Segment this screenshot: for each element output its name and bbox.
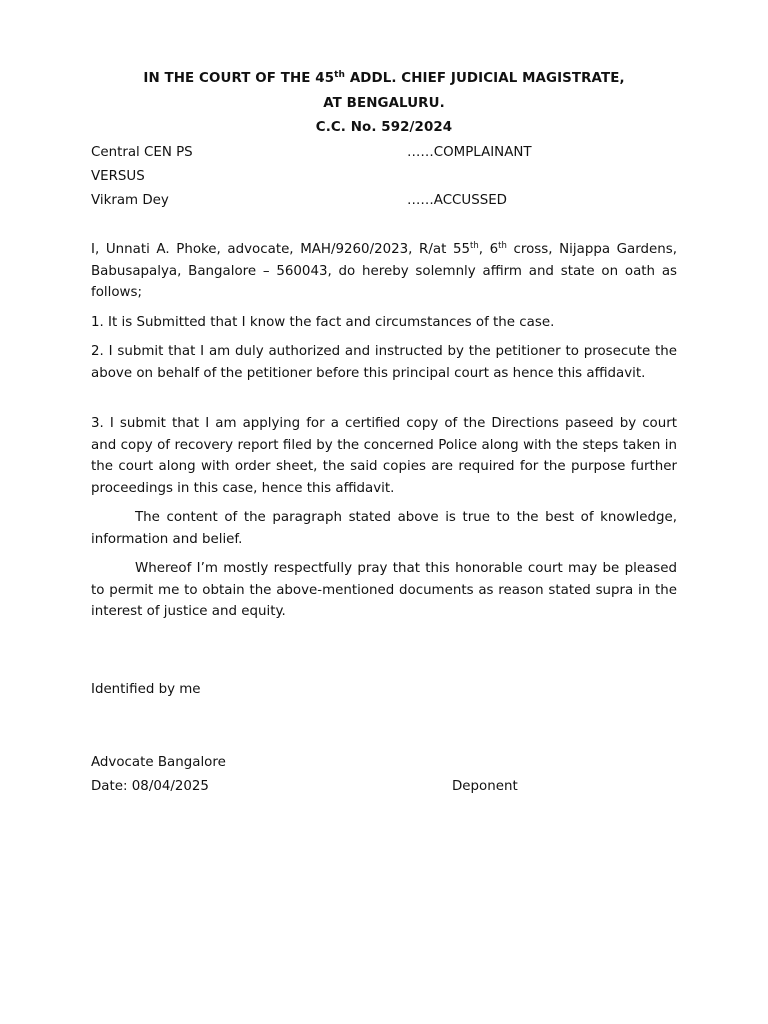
intro-text-3: cross, Nijappa Gardens, Babusapalya, Bangalore – 560043, do hereby solemnly affirm and state on oath as follows;: [91, 242, 677, 301]
intro-sup-1: th: [470, 241, 479, 251]
identified-label: Identified by me: [91, 682, 201, 697]
intro-text-2: , 6: [478, 242, 499, 257]
accused-name: Vikram Dey: [91, 193, 169, 208]
paragraph-2: 2. I submit that I am duly authorized and instructed by the petitioner to prosecute the above on behalf of the petitioner before this principal court as hence this affidavit.: [91, 344, 677, 381]
versus-label: VERSUS: [91, 169, 145, 184]
court-title-post: ADDL. CHIEF JUDICIAL MAGISTRATE,: [345, 71, 625, 86]
complainant-role: ……COMPLAINANT: [407, 145, 532, 160]
court-title-sup: th: [334, 70, 346, 80]
intro-paragraph: [91, 239, 677, 304]
paragraph-3: 3. I submit that I am applying for a certified copy of the Directions paseed by court and copy of recovery report filed by the concerned Police along with the steps taken in the court along with order sheet, the said copies are required for the purpose further proceedings in this case, hence this affidavit.: [91, 416, 677, 497]
court-title: [0, 71, 768, 86]
court-title-pre: IN THE COURT OF THE 45: [143, 71, 335, 86]
paragraph-1: 1. It is Submitted that I know the fact and circumstances of the case.: [91, 315, 555, 330]
advocate-label: Advocate Bangalore: [91, 755, 226, 770]
paragraph-5: Whereof I’m mostly respectfully pray that this honorable court may be pleased to permit me to obtain the above-mentioned documents as reason stated supra in the interest of justice and equity.: [91, 561, 677, 620]
intro-sup-2: th: [498, 241, 507, 251]
paragraph-4: The content of the paragraph stated above is true to the best of knowledge, information and belief.: [91, 510, 677, 547]
date-label: Date: 08/04/2025: [91, 779, 209, 794]
intro-text-1: I, Unnati A. Phoke, advocate, MAH/9260/2023, R/at 55: [91, 242, 471, 257]
case-number: C.C. No. 592/2024: [315, 120, 453, 135]
accused-role: ……ACCUSSED: [407, 193, 507, 208]
court-location: AT BENGALURU.: [323, 96, 445, 111]
deponent-label: Deponent: [452, 779, 518, 794]
complainant-name: Central CEN PS: [91, 145, 193, 160]
